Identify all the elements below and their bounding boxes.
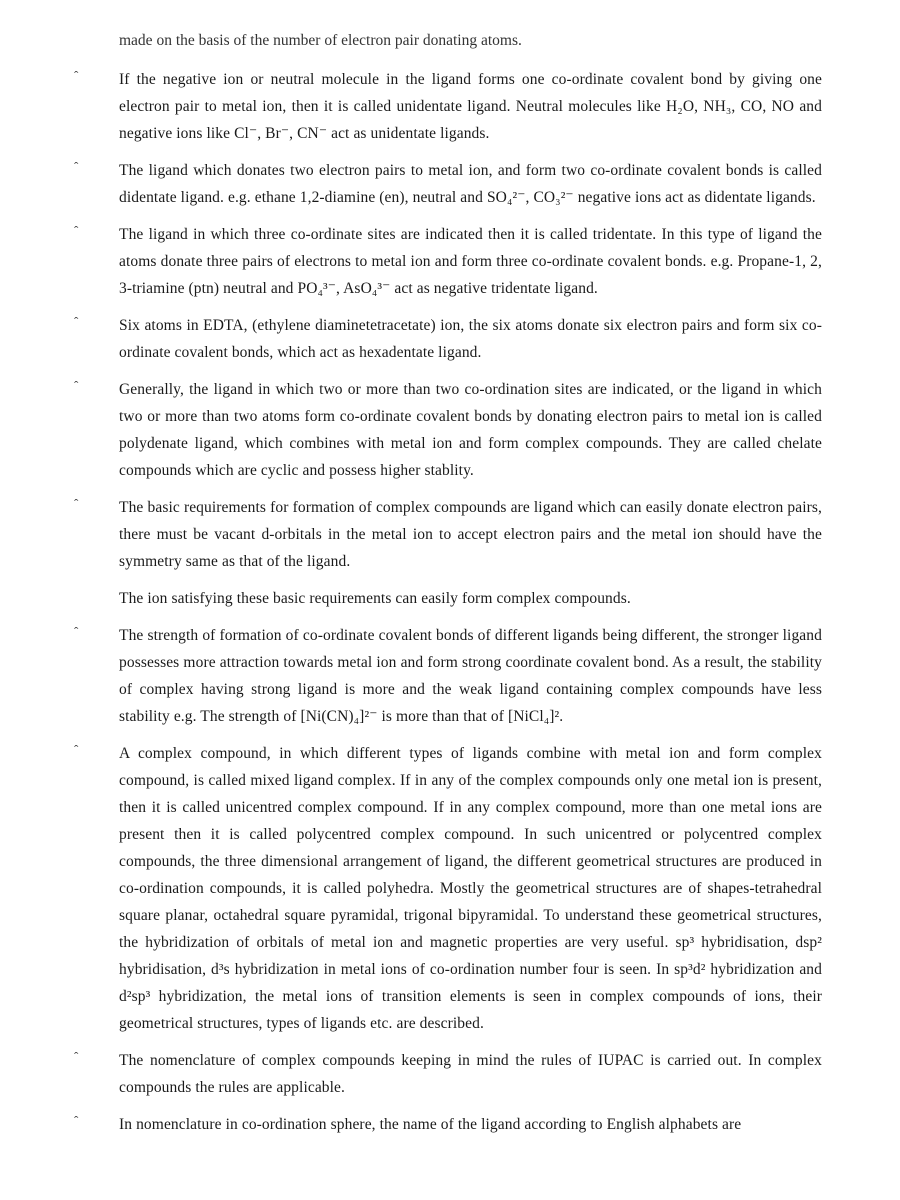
paragraph-text: The basic requirements for formation of complex compounds are ligand which can easily donate electron pairs, there must be vacant d-orbitals in the metal ion to accept electron pairs and the metal ion should have the symmetry same as that of the ligand.	[119, 499, 822, 570]
bullet-icon: ˆ	[74, 68, 79, 83]
paragraph	[0, 622, 822, 730]
bullet-icon: ˆ	[74, 1049, 79, 1064]
paragraph	[0, 585, 822, 612]
bullet-icon: ˆ	[74, 378, 79, 393]
bullet-icon: ˆ	[74, 314, 79, 329]
paragraph	[0, 740, 822, 1037]
paragraph-text: Generally, the ligand in which two or more than two co-ordination sites are indicated, or the ligand in which two or more than two atoms form co-ordinate covalent bonds by donating electron pairs to metal ion is called polydenate ligand, which combines with metal ion and form complex compounds. They are called chelate compounds which are cyclic and possess higher stablity.	[119, 381, 822, 479]
paragraph-text: If the negative ion or neutral molecule in the ligand forms one co-ordinate covalent bond by giving one electron pair to metal ion, then it is called unidentate ligand. Neutral molecules like H₂O, NH₃, CO, NO and negative ions like Cl⁻, Br⁻, CN⁻ act as unidentate ligands.	[119, 71, 822, 142]
paragraph	[0, 66, 822, 147]
paragraph-text: A complex compound, in which different types of ligands combine with metal ion and form complex compound, is called mixed ligand complex. If in any of the complex compounds only one metal ion is present, then it is called unicentred complex compound. If in any complex compound, more than one metal ions are present then it is called polycentred complex compound. In such unicentred or polycentred complex compounds, the three dimensional arrangement of ligand, the different geometrical structures are produced in co-ordination compounds, it is called polyhedra. Mostly the geometrical structures are of shapes-tetrahedral square planar, octahedral square pyramidal, trigonal bipyramidal. To understand these geometrical structures, the hybridization of orbitals of metal ion and magnetic properties are very useful. sp³ hybridisation, dsp² hybridisation, d³s hybridization in metal ions of co-ordination number four is seen. In sp³d² hybridization and d²sp³ hybridization, the metal ions of transition elements is seen in complex compounds of ions, their geometrical structures, types of ligands etc. are described.	[119, 745, 822, 1032]
paragraph	[0, 376, 822, 484]
paragraph	[0, 221, 822, 302]
paragraph	[0, 1047, 822, 1101]
bullet-icon: ˆ	[74, 496, 79, 511]
document-body	[0, 66, 900, 1153]
paragraph	[0, 157, 822, 211]
paragraph-text: The nomenclature of complex compounds keeping in mind the rules of IUPAC is carried out. In complex compounds the rules are applicable.	[119, 1052, 822, 1096]
bullet-icon: ˆ	[74, 223, 79, 238]
paragraph-text: Six atoms in EDTA, (ethylene diaminetetracetate) ion, the six atoms donate six electron pairs and form six co-ordinate covalent bonds, which act as hexadentate ligand.	[119, 317, 822, 361]
paragraph-text: The ion satisfying these basic requirements can easily form complex compounds.	[119, 590, 631, 607]
bullet-icon: ˆ	[74, 742, 79, 757]
bullet-icon: ˆ	[74, 1113, 79, 1128]
paragraph	[0, 494, 822, 575]
paragraph-text: The strength of formation of co-ordinate covalent bonds of different ligands being different, the stronger ligand possesses more attraction towards metal ion and form strong coordinate covalent bond. As a result, the stability of complex having strong ligand is more and the weak ligand containing complex compounds have less stability e.g. The strength of [Ni(CN)₄]²⁻ is more than that of [NiCl₄]².	[119, 627, 822, 725]
paragraph-text: The ligand which donates two electron pairs to metal ion, and form two co-ordinate covalent bonds is called didentate ligand. e.g. ethane 1,2-diamine (en), neutral and SO₄²⁻, CO₃²⁻ negative ions act as didentate ligands.	[119, 162, 822, 206]
paragraph	[0, 312, 822, 366]
paragraph	[0, 1111, 822, 1138]
clipped-text: made on the basis of the number of electron pair donating atoms.	[119, 33, 522, 49]
bullet-icon: ˆ	[74, 624, 79, 639]
bullet-icon: ˆ	[74, 159, 79, 174]
paragraph-text: In nomenclature in co-ordination sphere, the name of the ligand according to English alphabets are	[119, 1116, 742, 1133]
paragraph-text: The ligand in which three co-ordinate sites are indicated then it is called tridentate. In this type of ligand the atoms donate three pairs of electrons to metal ion and form three co-ordinate covalent bonds. e.g. Propane-1, 2, 3-triamine (ptn) neutral and PO₄³⁻, AsO₄³⁻ act as negative tridentate ligand.	[119, 226, 822, 297]
clipped-top-line	[119, 33, 822, 49]
